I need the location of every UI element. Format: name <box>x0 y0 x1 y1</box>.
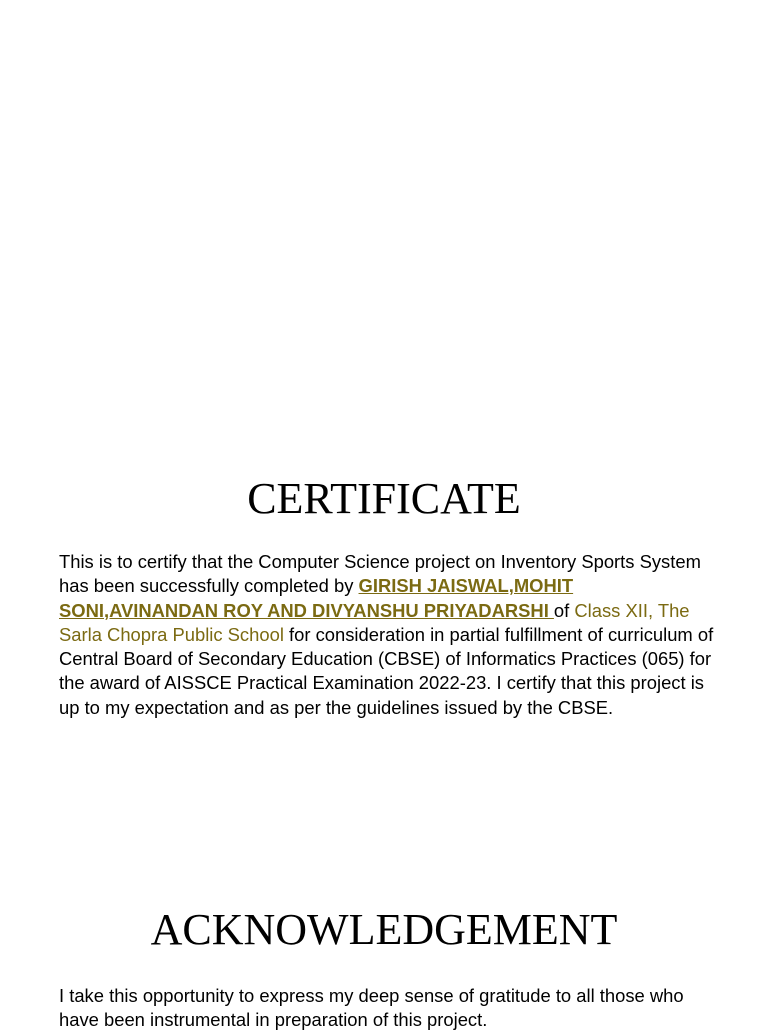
acknowledgement-body: I take this opportunity to express my deep sense of gratitude to all those who have been instrumental in preparation of this project. <box>59 985 684 1031</box>
certificate-text-of: of <box>553 599 575 621</box>
certificate-body <box>59 550 719 720</box>
student-names: GIRISH JAISWAL,MOHIT SONI,AVINANDAN ROY AND DIVYANSHU PRIYADARSHI <box>59 575 574 621</box>
acknowledgement-title: ACKNOWLEDGEMENT <box>150 905 618 954</box>
certificate-text-intro: This is to certify that the Computer Science project on Inventory Sports System has been successfully completed by <box>59 551 701 597</box>
certificate-title: CERTIFICATE <box>247 474 521 523</box>
school-name: Class XII, The Sarla Chopra Public School <box>59 599 690 645</box>
certificate-text-rest: for consideration in partial fulfillment of curriculum of Central Board of Secondary Education (CBSE) of Informatics Practices (065) for the award of AISSCE Practical Examination 2022-23. I certify that this project is up to my expectation and as per the guidelines issued by the CBSE. <box>59 623 714 718</box>
